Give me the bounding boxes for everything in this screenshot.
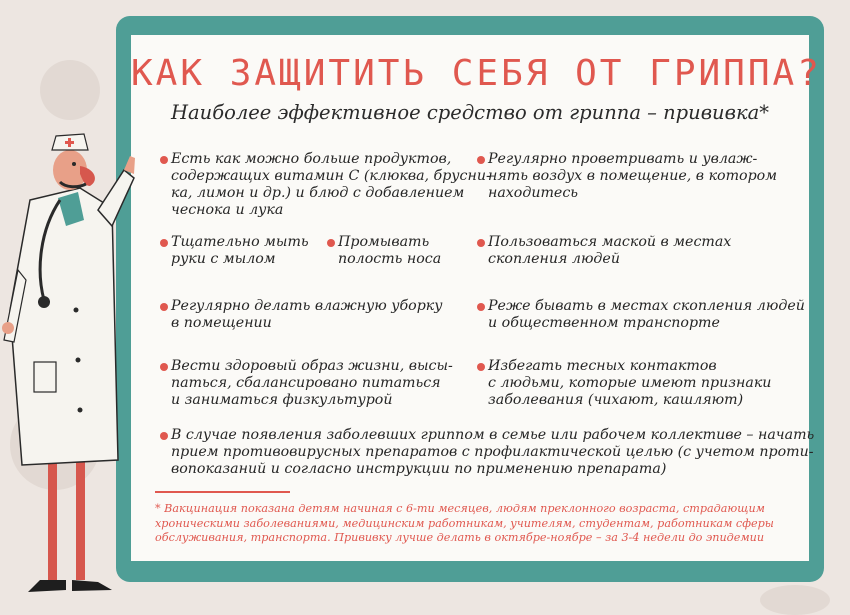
tip-avoid-crowds: Реже бывать в местах скопления людей и общественном транспорте <box>488 298 805 331</box>
footnote-divider <box>155 491 290 493</box>
doctor-illustration <box>0 130 150 609</box>
tip-bullet <box>477 363 485 371</box>
tip-bullet <box>160 303 168 311</box>
stethoscope-icon <box>38 296 50 308</box>
tip-bullet <box>327 239 335 247</box>
eye-icon <box>72 162 76 166</box>
tip-eat-vitamin-c: Есть как можно больше продуктов, содержащих витамин С (клюква, брусни- ка, лимон и др.) и блюд с добавлением чеснока и лука <box>171 151 491 218</box>
hand-icon <box>2 322 14 334</box>
tip-bullet <box>160 156 168 164</box>
tip-healthy-lifestyle: Вести здоровый образ жизни, высы- паться, сбалансировано питаться и заниматься физкультурой <box>171 358 453 408</box>
tip-bullet <box>477 156 485 164</box>
tip-bullet <box>477 239 485 247</box>
background-texture <box>40 60 100 120</box>
coat-button-icon <box>74 308 79 313</box>
tip-ventilate: Регулярно проветривать и увлаж- нять воздух в помещение, в котором находитесь <box>488 151 777 201</box>
background-texture <box>760 585 830 615</box>
tip-bullet <box>160 239 168 247</box>
shoe-icon <box>72 580 112 591</box>
red-cross-icon <box>65 141 74 144</box>
poster-subtitle: Наиболее эффективное средство от гриппа – прививка* <box>171 101 769 124</box>
tip-rinse-nose: Промывать полость носа <box>338 234 442 267</box>
tip-wet-cleaning: Регулярно делать влажную уборку в помещении <box>171 298 443 331</box>
lab-coat-icon <box>10 188 118 465</box>
doctor-leg-icon <box>48 460 57 580</box>
poster-title: КАК ЗАЩИТИТЬ СЕБЯ ОТ ГРИППА? <box>131 53 822 94</box>
tip-antiviral: В случае появления заболевших гриппом в семье или рабочем коллективе – начать прием противовирусных препаратов с профилактической целью (с учетом проти- вопоказаний и согласно инструкции по применению препарата) <box>171 427 815 477</box>
tip-avoid-contacts: Избегать тесных контактов с людьми, которые имеют признаки заболевания (чихают, кашляют) <box>488 358 772 408</box>
tip-bullet <box>477 303 485 311</box>
footnote: * Вакцинация показана детям начиная с 6-ти месяцев, людям преклонного возраста, страдающим хроническими заболеваниями, медицинским работникам, учителям, студентам, работникам сферы обслуживания, транспорта. Прививку лучше делать в октябре-ноябре – за 3-4 недели до эпидемии <box>155 502 774 544</box>
coat-button-icon <box>76 358 81 363</box>
tip-bullet <box>160 363 168 371</box>
shoe-icon <box>28 580 66 592</box>
doctor-leg-icon <box>76 460 85 580</box>
tip-wash-hands: Тщательно мыть руки с мылом <box>171 234 309 267</box>
tip-bullet <box>160 432 168 440</box>
tip-wear-mask: Пользоваться маской в местах скопления людей <box>488 234 732 267</box>
coat-button-icon <box>78 408 83 413</box>
